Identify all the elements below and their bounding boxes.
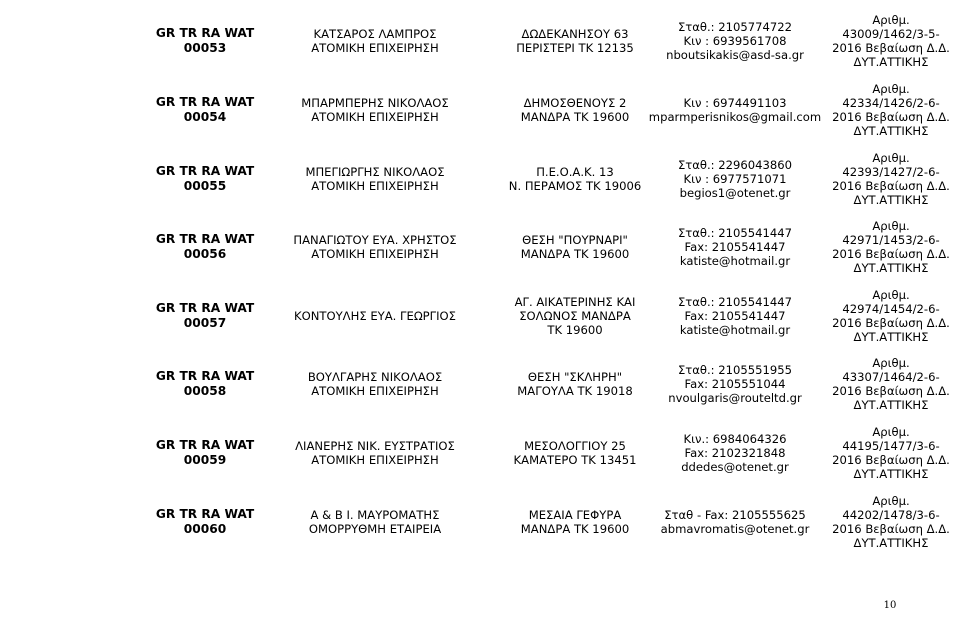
company-name-line: ΠΑΝΑΓΙΩΤΟΥ ΕΥΑ. ΧΡΗΣΤΟΣ [293,233,457,247]
reference-line: 2016 Βεβαίωση Δ.Δ. [832,247,950,261]
company-name-line: ΑΤΟΜΙΚΗ ΕΠΙΧΕΙΡΗΣΗ [311,110,439,124]
permit-code-cell [130,350,280,418]
permit-code-line: 00058 [183,384,227,398]
reference-line: 2016 Βεβαίωση Δ.Δ. [832,110,950,124]
reference-line: ΔΥΤ.ΑΤΤΙΚΗΣ [853,467,929,481]
address-line: ΜΑΝΔΡΑ ΤΚ 19600 [520,247,630,261]
permit-code-line: GR TR RA WAT [155,438,255,452]
address-line: ΔΩΔΕΚΑΝΗΣΟΥ 63 [521,27,629,41]
address-line: ΣΟΛΩΝΟΣ ΜΑΝΔΡΑ [519,309,631,323]
company-name-cell [280,419,470,487]
reference-cell [800,76,960,144]
contact-line: Fax: 2102321848 [684,446,786,460]
permit-code-line: GR TR RA WAT [155,95,255,109]
reference-line: ΔΥΤ.ΑΤΤΙΚΗΣ [853,124,929,138]
reference-line: Αριθμ. [872,82,910,96]
reference-line: 42971/1453/2-6- [842,233,940,247]
reference-line: Αριθμ. [872,219,910,233]
contact-line: mparmperisnikos@gmail.com [648,110,822,124]
table-row [0,350,960,418]
contact-line: nboutsikakis@asd-sa.gr [666,48,804,62]
address-line: ΤΚ 19600 [547,323,603,337]
address-line: ΘΕΣΗ "ΣΚΛΗΡΗ" [527,370,623,384]
permit-code-cell [130,213,280,281]
company-name-cell [280,7,470,75]
reference-line: 2016 Βεβαίωση Δ.Δ. [832,384,950,398]
reference-line: ΔΥΤ.ΑΤΤΙΚΗΣ [853,261,929,275]
permit-code-cell [130,7,280,75]
permit-code-line: GR TR RA WAT [155,369,255,383]
contact-line: ddedes@otenet.gr [681,460,789,474]
contact-line: Fax: 2105541447 [684,240,786,254]
permit-code-line: 00054 [183,110,227,124]
company-name-line: ΜΠΕΓΙΩΡΓΗΣ ΝΙΚΟΛΑΟΣ [305,165,445,179]
address-line: ΜΑΝΔΡΑ ΤΚ 19600 [520,522,630,536]
permit-code-line: 00057 [183,316,227,330]
reference-line: ΔΥΤ.ΑΤΤΙΚΗΣ [853,330,929,344]
permit-code-line: GR TR RA WAT [155,26,255,40]
permit-code-cell [130,419,280,487]
reference-line: Αριθμ. [872,151,910,165]
company-name-line: ΑΤΟΜΙΚΗ ΕΠΙΧΕΙΡΗΣΗ [311,41,439,55]
permit-code-line: GR TR RA WAT [155,232,255,246]
address-line: Π.Ε.Ο.Α.Κ. 13 [536,165,614,179]
reference-cell [800,213,960,281]
reference-line: ΔΥΤ.ΑΤΤΙΚΗΣ [853,398,929,412]
company-name-line: ΚΑΤΣΑΡΟΣ ΛΑΜΠΡΟΣ [313,27,437,41]
contact-line: Σταθ - Fax: 2105555625 [664,508,806,522]
company-name-line: ΛΙΑΝΕΡΗΣ ΝΙΚ. ΕΥΣΤΡΑΤΙΟΣ [295,439,455,453]
company-name-line: ΜΠΑΡΜΠΕΡΗΣ ΝΙΚΟΛΑΟΣ [301,96,449,110]
contact-line: Fax: 2105541447 [684,309,786,323]
reference-line: Αριθμ. [872,13,910,27]
permit-code-line: 00059 [183,453,227,467]
address-line: ΜΑΝΔΡΑ ΤΚ 19600 [520,110,630,124]
permit-code-line: 00053 [183,41,227,55]
reference-cell [800,282,960,350]
company-name-line: ΚΟΝΤΟΥΛΗΣ ΕΥΑ. ΓΕΩΡΓΙΟΣ [293,309,457,323]
reference-line: 2016 Βεβαίωση Δ.Δ. [832,522,950,536]
contact-line: abmavromatis@otenet.gr [660,522,810,536]
reference-line: ΔΥΤ.ΑΤΤΙΚΗΣ [853,536,929,550]
contact-line: Κιν : 6977571071 [683,172,787,186]
permit-code-line: 00055 [183,179,227,193]
contact-line: katiste@hotmail.gr [679,254,791,268]
permit-code-cell [130,76,280,144]
company-name-line: ΑΤΟΜΙΚΗ ΕΠΙΧΕΙΡΗΣΗ [311,247,439,261]
company-name-line: ΑΤΟΜΙΚΗ ΕΠΙΧΕΙΡΗΣΗ [311,384,439,398]
permit-code-cell [130,282,280,350]
address-line: ΔΗΜΟΣΘΕΝΟΥΣ 2 [523,96,627,110]
contact-line: begios1@otenet.gr [679,186,791,200]
permit-code-line: GR TR RA WAT [155,164,255,178]
reference-cell [800,488,960,556]
reference-line: 44202/1478/3-6- [842,508,940,522]
reference-cell [800,7,960,75]
contact-line: Σταθ.: 2105551955 [677,363,793,377]
table-row [0,213,960,281]
reference-line: Αριθμ. [872,425,910,439]
contact-line: Σταθ.: 2105541447 [677,226,793,240]
company-name-cell [280,488,470,556]
reference-line: 42974/1454/2-6- [842,302,940,316]
reference-cell [800,419,960,487]
table-row [0,145,960,213]
contact-line: Σταθ.: 2296043860 [677,158,793,172]
company-name-line: ΑΤΟΜΙΚΗ ΕΠΙΧΕΙΡΗΣΗ [311,179,439,193]
reference-cell [800,350,960,418]
company-name-line: ΟΜΟΡΡΥΘΜΗ ΕΤΑΙΡΕΙΑ [308,522,442,536]
reference-line: 2016 Βεβαίωση Δ.Δ. [832,41,950,55]
table-row [0,76,960,144]
table-row [0,7,960,75]
company-name-cell [280,76,470,144]
reference-cell [800,145,960,213]
address-line: ΚΑΜΑΤΕΡΟ ΤΚ 13451 [513,453,637,467]
permit-code-line: 00056 [183,247,227,261]
address-line: ΜΑΓΟΥΛΑ ΤΚ 19018 [517,384,633,398]
address-line: ΑΓ. ΑΙΚΑΤΕΡΙΝΗΣ ΚΑΙ [514,295,636,309]
table-row [0,488,960,556]
contact-line: Σταθ.: 2105774722 [677,20,793,34]
reference-line: Αριθμ. [872,494,910,508]
contact-line: Κιν : 6939561708 [683,34,787,48]
company-name-cell [280,282,470,350]
contact-line: nvoulgaris@routeltd.gr [668,391,802,405]
reference-line: Αριθμ. [872,356,910,370]
reference-line: 2016 Βεβαίωση Δ.Δ. [832,179,950,193]
reference-line: ΔΥΤ.ΑΤΤΙΚΗΣ [853,55,929,69]
permit-code-cell [130,488,280,556]
contact-line: Fax: 2105551044 [684,377,786,391]
address-line: Ν. ΠΕΡΑΜΟΣ ΤΚ 19006 [508,179,642,193]
permit-code-cell [130,145,280,213]
reference-line: ΔΥΤ.ΑΤΤΙΚΗΣ [853,193,929,207]
reference-line: Αριθμ. [872,288,910,302]
reference-line: 42393/1427/2-6- [842,165,940,179]
contact-line: Κιν : 6974491103 [683,96,787,110]
address-line: ΠΕΡΙΣΤΕΡΙ ΤΚ 12135 [516,41,634,55]
contact-line: Κιν.: 6984064326 [683,432,787,446]
reference-line: 2016 Βεβαίωση Δ.Δ. [832,316,950,330]
reference-line: 44195/1477/3-6- [842,439,940,453]
contact-line: Σταθ.: 2105541447 [677,295,793,309]
permit-code-line: GR TR RA WAT [155,301,255,315]
page-number: 10 [883,600,897,611]
company-name-line: ΒΟΥΛΓΑΡΗΣ ΝΙΚΟΛΑΟΣ [307,370,443,384]
company-name-line: Α & Β Ι. ΜΑΥΡΟΜΑΤΗΣ [310,508,440,522]
permit-code-line: 00060 [183,522,227,536]
company-name-cell [280,145,470,213]
table-row [0,419,960,487]
company-name-cell [280,350,470,418]
reference-line: 2016 Βεβαίωση Δ.Δ. [832,453,950,467]
table-row [0,282,960,350]
reference-line: 42334/1426/2-6- [842,96,940,110]
contact-line: katiste@hotmail.gr [679,323,791,337]
reference-line: 43307/1464/2-6- [842,370,940,384]
permit-code-line: GR TR RA WAT [155,507,255,521]
company-name-line: ΑΤΟΜΙΚΗ ΕΠΙΧΕΙΡΗΣΗ [311,453,439,467]
address-line: ΜΕΣΟΛΟΓΓΙΟΥ 25 [524,439,626,453]
address-line: ΜΕΣΑΙΑ ΓΕΦΥΡΑ [528,508,622,522]
company-name-cell [280,213,470,281]
address-line: ΘΕΣΗ "ΠΟΥΡΝΑΡΙ" [522,233,628,247]
reference-line: 43009/1462/3-5- [842,27,940,41]
